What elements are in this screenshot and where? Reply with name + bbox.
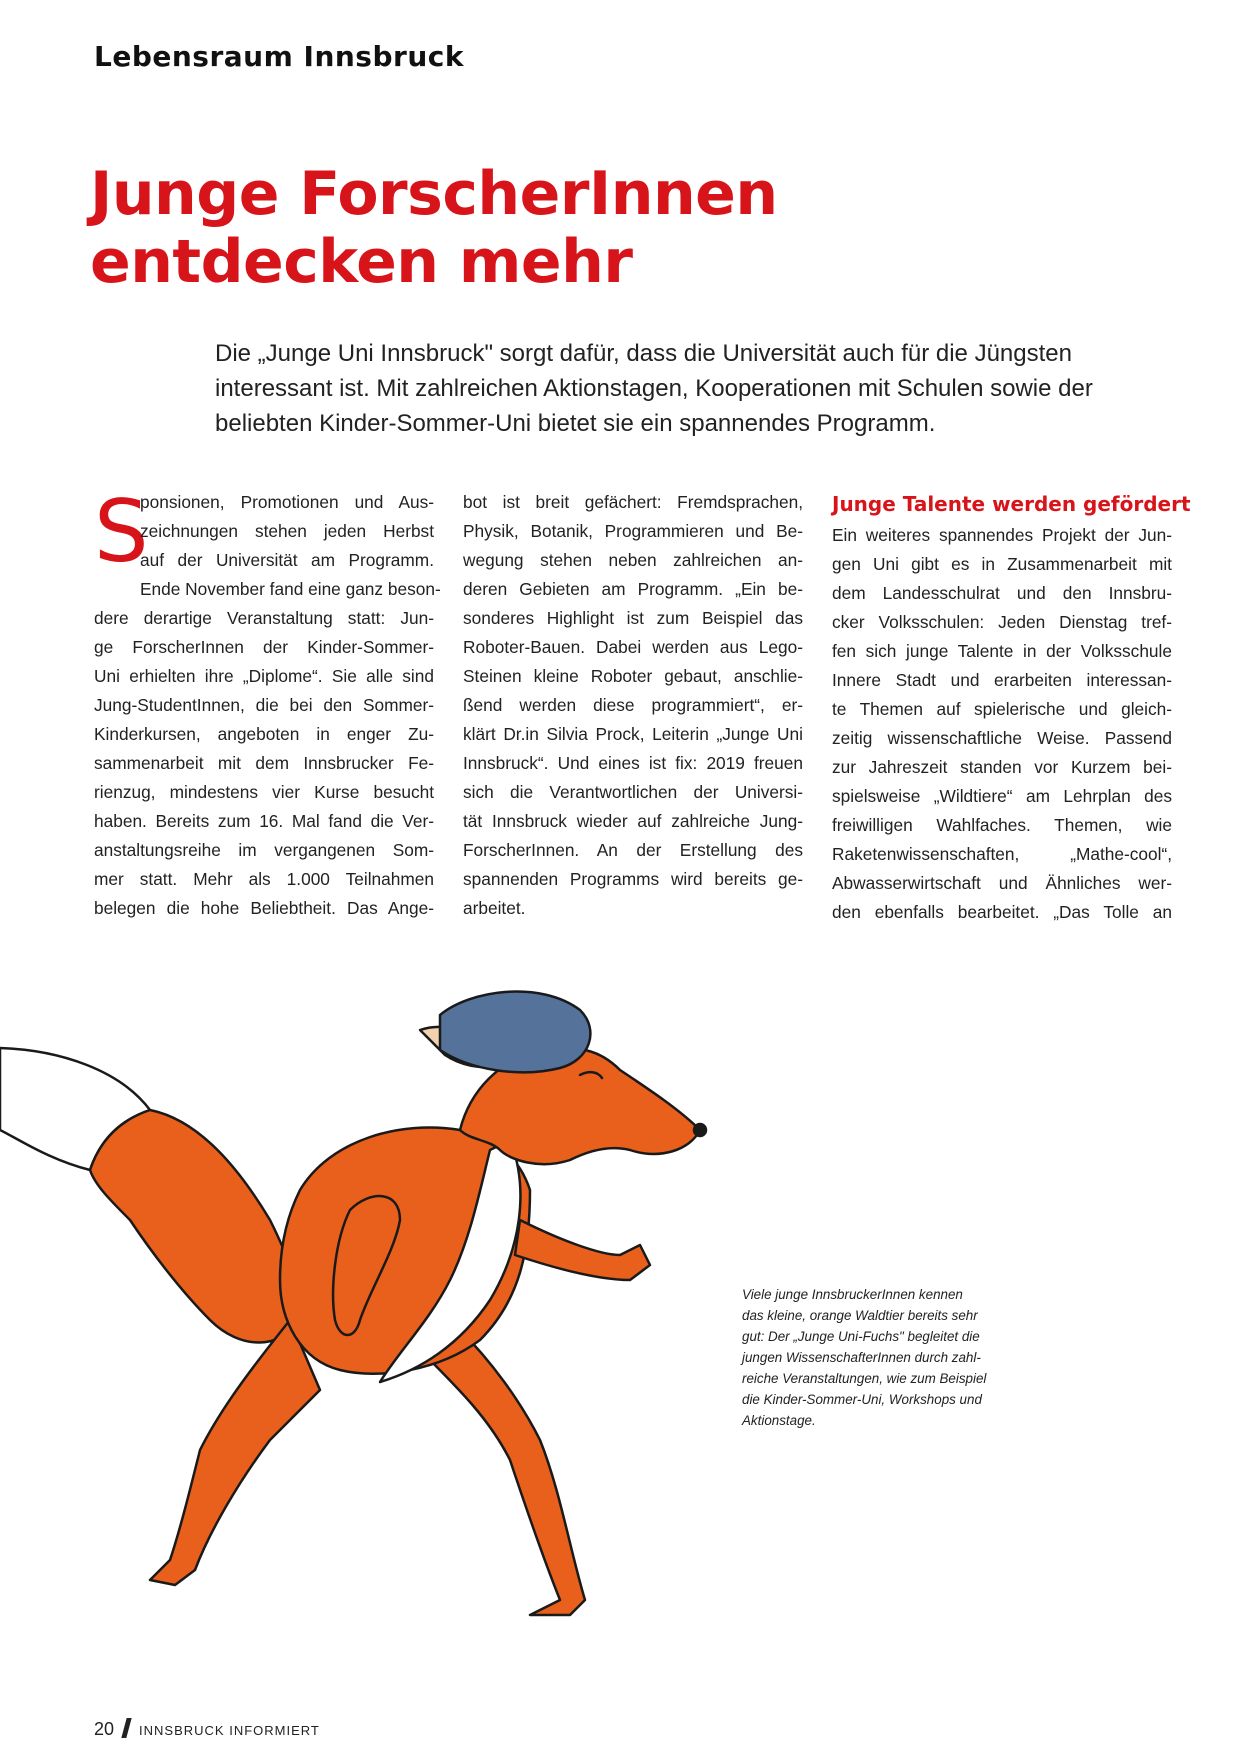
headline-line: entdecken mehr — [90, 227, 633, 297]
caption-line: Aktionstage. — [742, 1413, 816, 1428]
text-line: cker Volksschulen: Jeden Dienstag tref- — [832, 612, 1172, 632]
magazine-name: INNSBRUCK INFORMIERT — [139, 1723, 320, 1738]
text-line: tät Innsbruck wieder auf zahlreiche Jung- — [463, 811, 803, 831]
fox-tail — [90, 1110, 300, 1343]
intro-line: beliebten Kinder-Sommer-Uni bietet sie ein spannendes Programm. — [215, 410, 936, 437]
text-line: Ein weiteres spannendes Projekt der Jun- — [832, 525, 1172, 545]
text-line: Innsbruck“. Und eines ist fix: 2019 freuen — [463, 753, 803, 773]
article-column-3 — [832, 488, 1191, 927]
page-footer — [94, 1718, 320, 1740]
caption-line: gut: Der „Junge Uni-Fuchs" begleitet die — [742, 1329, 980, 1344]
text-line: Raketenwissenschaften, „Mathe-cool“, — [832, 844, 1172, 864]
text-line: rienzug, mindestens vier Kurse besucht — [94, 782, 434, 802]
footer-slash — [121, 1718, 131, 1738]
caption-line: Viele junge InnsbruckerInnen kennen — [742, 1287, 963, 1302]
text-line: dere derartige Veranstaltung statt: Jun- — [94, 608, 434, 628]
text-line: sich die Verantwortlichen der Universi- — [463, 782, 803, 802]
headline-line: Junge ForscherInnen — [90, 159, 778, 229]
text-line: bot ist breit gefächert: Fremdsprachen, — [463, 492, 803, 512]
subheading: Junge Talente werden gefördert — [832, 492, 1191, 516]
drop-cap: S — [94, 482, 149, 582]
text-line: zur Jahreszeit standen vor Kurzem bei- — [832, 757, 1172, 777]
text-line: Abwasserwirtschaft und Ähnliches wer- — [832, 873, 1172, 893]
text-line: spielsweise „Wildtiere“ am Lehrplan des — [832, 786, 1172, 806]
fox-nose — [694, 1124, 706, 1136]
caption-line: das kleine, orange Waldtier bereits sehr — [742, 1308, 978, 1323]
text-line: spannenden Programms wird bereits ge- — [463, 869, 803, 889]
text-line: mer statt. Mehr als 1.000 Teilnahmen — [94, 869, 434, 889]
text-line: ponsionen, Promotionen und Aus- — [140, 492, 434, 512]
caption-line: jungen WissenschafterInnen durch zahl- — [742, 1350, 981, 1365]
text-line: arbeitet. — [463, 898, 526, 918]
text-line: anstaltungsreihe im vergangenen Som- — [94, 840, 434, 860]
text-line: Jung-StudentInnen, die bei den Sommer- — [94, 695, 434, 715]
text-line: ForscherInnen. An der Erstellung des — [463, 840, 803, 860]
text-line: den ebenfalls bearbeitet. „Das Tolle an — [832, 902, 1172, 922]
text-line: te Themen auf spielerische und gleich- — [832, 699, 1172, 719]
page-number: 20 — [94, 1719, 115, 1739]
text-line: Kinderkursen, angeboten in enger Zu- — [94, 724, 434, 744]
fox-front-leg — [420, 1330, 585, 1615]
fox-front-arm — [515, 1220, 650, 1280]
text-line: ge ForscherInnen der Kinder-Sommer- — [94, 637, 434, 657]
text-line: belegen die hohe Beliebtheit. Das Ange- — [94, 898, 434, 918]
text-line: dem Landesschulrat und den Innsbru- — [832, 583, 1172, 603]
text-line: deren Gebieten am Programm. „Ein be- — [463, 579, 803, 599]
text-line: freiwilligen Wahlfaches. Themen, wie — [832, 815, 1172, 835]
article-column-1 — [94, 482, 441, 923]
fox-mascot-illustration — [0, 990, 800, 1630]
fox-back-leg — [150, 1320, 320, 1585]
text-line: Innere Stadt und erarbeiten interessan- — [832, 670, 1172, 690]
text-line: Physik, Botanik, Programmieren und Be- — [463, 521, 803, 541]
text-line: Roboter-Bauen. Dabei werden aus Lego- — [463, 637, 803, 657]
fox-cap — [440, 991, 590, 1072]
intro-line: Die „Junge Uni Innsbruck" sorgt dafür, dass die Universität auch für die Jüngsten — [215, 340, 1072, 367]
text-line: gen Uni gibt es in Zusammenarbeit mit — [832, 554, 1172, 574]
intro-line: interessant ist. Mit zahlreichen Aktionstagen, Kooperationen mit Schulen sowie der — [215, 375, 1093, 402]
text-line: Ende November fand eine ganz beson- — [140, 579, 441, 599]
text-line: ßend werden diese programmiert“, er- — [463, 695, 803, 715]
text-line: wegung stehen neben zahlreichen an- — [463, 550, 803, 570]
text-line: fen sich junge Talente in der Volksschule — [832, 641, 1172, 661]
text-line: klärt Dr.in Silvia Prock, Leiterin „Junge Uni — [463, 724, 803, 744]
text-line: sonderes Highlight ist zum Beispiel das — [463, 608, 803, 628]
text-line: haben. Bereits zum 16. Mal fand die Ver- — [94, 811, 434, 831]
caption-line: die Kinder-Sommer-Uni, Workshops und — [742, 1392, 982, 1407]
text-line: auf der Universität am Programm. — [140, 550, 434, 570]
headline — [90, 160, 1090, 296]
caption-line: reiche Veranstaltungen, wie zum Beispiel — [742, 1371, 987, 1386]
intro-paragraph — [215, 336, 1155, 441]
image-caption — [742, 1284, 1002, 1431]
text-line: Steinen kleine Roboter gebaut, anschlie- — [463, 666, 803, 686]
section-label: Lebensraum Innsbruck — [94, 40, 464, 73]
text-line: zeitig wissenschaftliche Weise. Passend — [832, 728, 1172, 748]
text-line: zeichnungen stehen jeden Herbst — [140, 521, 434, 541]
text-line: sammenarbeit mit dem Innsbrucker Fe- — [94, 753, 434, 773]
text-line: Uni erhielten ihre „Diplome“. Sie alle sind — [94, 666, 434, 686]
article-column-2 — [463, 488, 803, 923]
